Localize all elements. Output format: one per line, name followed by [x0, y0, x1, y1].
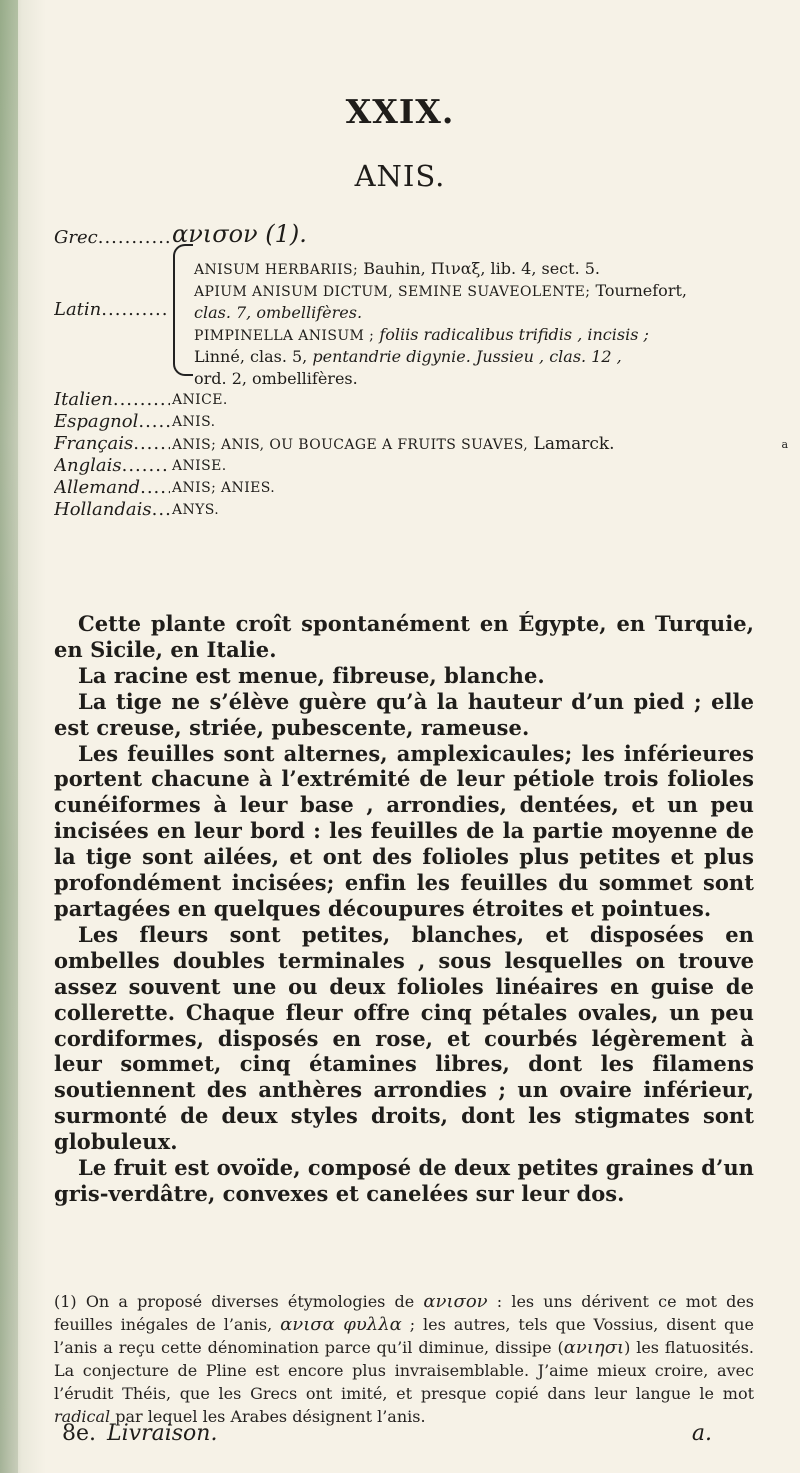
name-row-francais [54, 433, 754, 455]
greek-name: ανισον (1). [172, 220, 307, 248]
name-row-grec [54, 220, 754, 249]
latin-line-1: ANISUM HERBARIIS; Bauhin, Πιναξ, lib. 4, sect. 5. [194, 259, 600, 278]
latin-line-3: clas. 7, ombellifères. [194, 303, 363, 322]
french-name: ANIS; ANIS, OU BOUCAGE A FRUITS SUAVES, Lamarck. [172, 434, 615, 454]
footer-livraison: Livraison. [107, 1421, 218, 1446]
page-footer [62, 1421, 712, 1446]
english-name: ANISE. [172, 458, 227, 474]
italian-name: ANICE. [172, 392, 228, 408]
german-name: ANIS; ANIES. [172, 480, 276, 496]
language-label-anglais: Anglais ..... [54, 455, 170, 477]
paragraph-leaves: Les feuilles sont alternes, amplexicaules; les inférieures portent chacune à l’extrémité de leur pétiole trois folioles cunéiformes à leur base , arrondies, dentées, et un peu incisées en leur bord : les feuilles de la partie moyenne de la tige sont ailées, et ont des folioles plus petites et plus profondément incisées; enfin les feuilles du sommet sont partagées en quelques découpures étroites et pointues. [54, 740, 754, 921]
description-text [54, 611, 754, 1207]
language-label-espagnol: Espagnol ..... [54, 411, 170, 433]
latin-line-2: APIUM ANISUM DICTUM, SEMINE SUAVEOLENTE; Tournefort, [194, 281, 687, 300]
paragraph-flowers: Les fleurs sont petites, blanches, et disposées en ombelles doubles terminales , sous lesquelles on trouve assez souvent une ou deux folioles linéaires en guise de collerette. Chaque fleur offre cinq pétales ovales, un peu cordiformes, disposés en rose, et courbés légèrement à leur sommet, cinq étamines libres, dont les filamens soutiennent des anthères arrondies ; un ovaire inférieur, surmonté de deux styles droits, dont les stigmates sont globuleux. [54, 921, 754, 1155]
language-label-hollandais: Hollandais ..... [54, 499, 170, 521]
binding-shadow [0, 0, 18, 1473]
latin-brace [173, 244, 193, 376]
latin-line-4: PIMPINELLA ANISUM ; foliis radicalibus trifidis , incisis ; [194, 325, 649, 344]
footer-ordinal: 8e. [62, 1421, 97, 1446]
language-label-francais: Français ..... [54, 433, 170, 455]
footnote-divider [56, 1248, 760, 1249]
latin-line-5: Linné, clas. 5, pentandrie digynie. Jussieu , clas. 12 , [194, 347, 622, 366]
name-row-allemand [54, 477, 754, 499]
name-row-anglais [54, 455, 754, 477]
paragraph-stem: La tige ne s’élève guère qu’à la hauteur d’un pied ; elle est creuse, striée, pubescente, rameuse. [54, 688, 754, 740]
paragraph-distribution: Cette plante croît spontanément en Égypte, en Turquie, en Sicile, en Italie. [54, 611, 754, 662]
page-number: XXIX. [345, 92, 455, 131]
language-label-italien: Italien ..... [54, 389, 170, 411]
language-label-latin: Latin ..... [54, 299, 170, 321]
footnote [54, 1290, 754, 1428]
paragraph-root: La racine est menue, fibreuse, blanche. [78, 662, 545, 688]
name-row-hollandais [54, 499, 754, 521]
page-title: ANIS. [354, 159, 446, 193]
footnote-text: (1) On a proposé diverses étymologies de ανισον : les uns dérivent ce mot des feuilles inégales de l’anis, ανισα φυλλα ; les autres, tels que Vossius, disent que l’anis a reçu cette dénomination parce qu’il diminue, dissipe (ανιησι) les flatuosités. La conjecture de Pline est encore plus invraisemblable. J’aime mieux croire, avec l’érudit Théis, que les Grecs ont imité, et presque copié dans leur langue le mot radical par lequel les Arabes désignent l’anis. [54, 1291, 755, 1426]
language-label-allemand: Allemand ..... [54, 477, 170, 499]
paragraph-fruit: Le fruit est ovoïde, composé de deux petites graines d’un gris-verdâtre, convexes et canelées sur leur dos. [54, 1155, 754, 1206]
corner-mark: a [781, 438, 788, 451]
spanish-name: ANIS. [172, 414, 216, 430]
footer-signature: a. [691, 1421, 712, 1446]
name-row-italien [54, 389, 754, 411]
name-row-espagnol [54, 411, 754, 433]
dutch-name: ANYS. [172, 502, 220, 518]
latin-line-6: ord. 2, ombellifères. [194, 369, 358, 388]
language-label-grec: Grec ..... [54, 227, 170, 249]
